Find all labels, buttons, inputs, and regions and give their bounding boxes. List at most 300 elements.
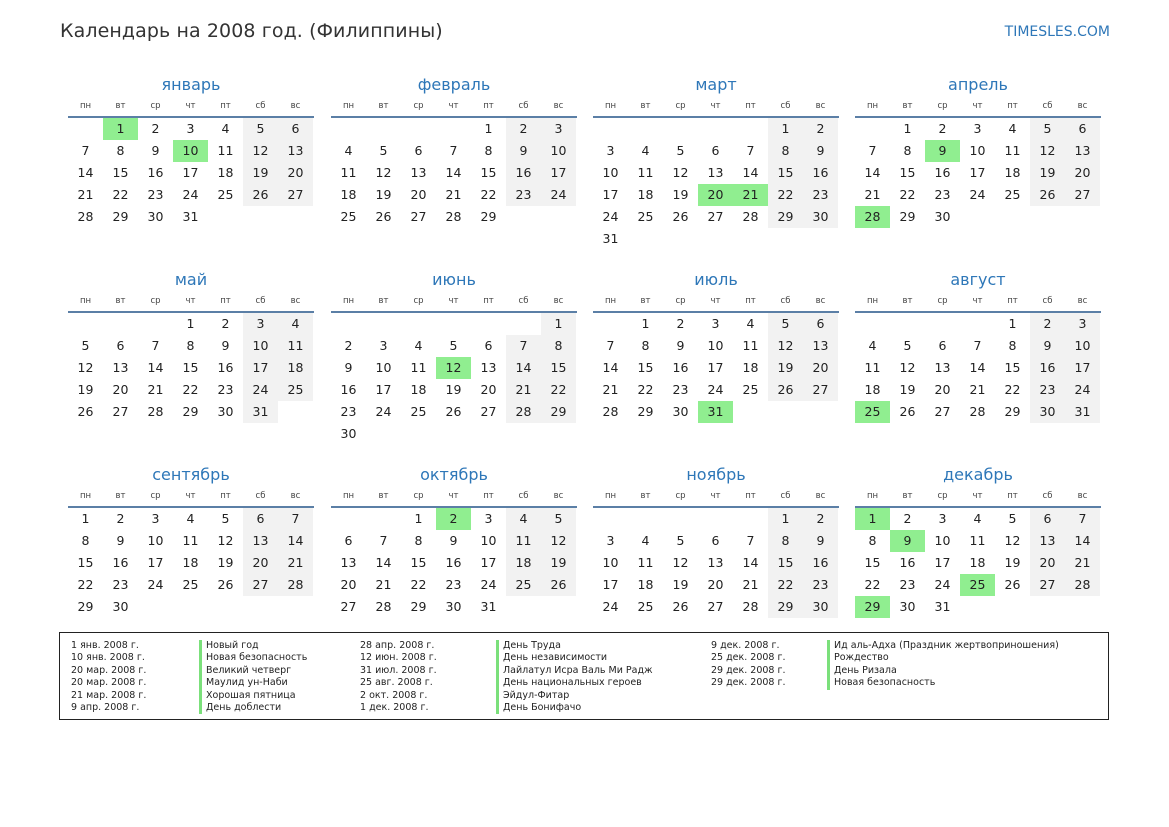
weekday-label: пт: [1007, 101, 1018, 111]
day-cell: 5: [81, 338, 90, 353]
day-cell: 1: [186, 316, 195, 331]
day-cell: 25: [278, 379, 313, 401]
day-cell: 14: [506, 357, 541, 379]
day-cell: 10: [480, 533, 497, 548]
empty-cell: [68, 118, 103, 140]
day-cell: 30: [112, 599, 129, 614]
empty-cell: [698, 508, 733, 530]
day-cell: 14: [602, 360, 619, 375]
day-cell: 13: [480, 360, 497, 375]
day-cell: 29: [182, 404, 199, 419]
day-cell: 22: [77, 577, 94, 592]
day-cell: 26: [672, 599, 689, 614]
weekday-label: вс: [815, 296, 826, 306]
day-cell: 16: [340, 382, 357, 397]
weekday-label: чт: [972, 491, 983, 501]
day-cell: 6: [414, 143, 423, 158]
day-cell: 27: [934, 404, 951, 419]
day-cell: 11: [182, 533, 199, 548]
day-cell: 13: [410, 165, 427, 180]
day-cell: 19: [445, 382, 462, 397]
day-cell: 21: [77, 187, 94, 202]
day-cell: 2: [221, 316, 230, 331]
day-cell: 12: [77, 360, 94, 375]
day-cell: 4: [746, 316, 755, 331]
day-cell: 16: [899, 555, 916, 570]
month-name: август: [950, 270, 1006, 289]
day-cell: 4: [641, 143, 650, 158]
day-cell: 25: [1004, 187, 1021, 202]
month-calendar: [855, 464, 1101, 618]
weekday-label: пн: [342, 296, 355, 306]
weekday-header: [593, 96, 839, 118]
day-cell: 8: [81, 533, 90, 548]
day-cell: 30: [672, 404, 689, 419]
weekday-label: чт: [972, 101, 983, 111]
empty-cell: [138, 313, 173, 335]
empty-cell: [628, 118, 663, 140]
holiday-legend: [59, 632, 1109, 720]
day-cell: 18: [864, 382, 881, 397]
day-cell: 15: [1004, 360, 1021, 375]
day-cell: 4: [641, 533, 650, 548]
day-cell: 9: [221, 338, 230, 353]
day-cell: 14: [445, 165, 462, 180]
day-cell: 27: [1065, 184, 1100, 206]
holiday-day-cell: 12: [436, 357, 471, 379]
holiday-day-cell: 1: [855, 508, 890, 530]
day-cell: 23: [1030, 379, 1065, 401]
day-cell: 2: [116, 511, 125, 526]
weekday-header: [331, 96, 577, 118]
day-cell: 30: [147, 209, 164, 224]
legend-date: 2 окт. 2008 г.: [360, 689, 428, 701]
weekday-label: ср: [413, 101, 424, 111]
day-cell: 14: [278, 530, 313, 552]
weekday-label: ср: [937, 296, 948, 306]
empty-cell: [436, 313, 471, 335]
day-cell: 2: [1030, 313, 1065, 335]
day-cell: 24: [182, 187, 199, 202]
weekday-label: чт: [448, 491, 459, 501]
day-cell: 9: [803, 140, 838, 162]
day-cell: 31: [480, 599, 497, 614]
day-cell: 5: [243, 118, 278, 140]
day-cell: 4: [278, 313, 313, 335]
holiday-day-cell: 29: [855, 596, 890, 618]
legend-holiday-name: День независимости: [496, 652, 607, 664]
day-cell: 13: [707, 165, 724, 180]
day-cell: 29: [77, 599, 94, 614]
empty-cell: [925, 313, 960, 335]
weekday-label: пт: [1007, 491, 1018, 501]
empty-cell: [733, 118, 768, 140]
day-cell: 18: [969, 555, 986, 570]
day-cell: 15: [77, 555, 94, 570]
day-cell: 9: [803, 530, 838, 552]
day-cell: 6: [1030, 508, 1065, 530]
day-cell: 6: [1065, 118, 1100, 140]
day-cell: 23: [934, 187, 951, 202]
weekday-label: сб: [780, 296, 791, 306]
day-cell: 18: [182, 555, 199, 570]
legend-holiday-name: День Ризала: [827, 665, 897, 677]
day-cell: 21: [969, 382, 986, 397]
weekday-label: ср: [413, 296, 424, 306]
day-cell: 26: [77, 404, 94, 419]
day-cell: 11: [278, 335, 313, 357]
day-cell: 26: [217, 577, 234, 592]
month-calendar: [331, 269, 577, 445]
site-link[interactable]: TIMESLES.COM: [1004, 24, 1110, 40]
day-cell: 13: [707, 555, 724, 570]
day-cell: 9: [449, 533, 458, 548]
weekday-label: пн: [604, 101, 617, 111]
empty-cell: [331, 313, 366, 335]
weekday-label: вт: [115, 491, 126, 501]
day-cell: 20: [1030, 552, 1065, 574]
month-calendar: [68, 464, 314, 618]
empty-cell: [366, 508, 401, 530]
day-cell: 28: [602, 404, 619, 419]
day-cell: 11: [864, 360, 881, 375]
day-cell: 25: [637, 209, 654, 224]
day-cell: 30: [803, 206, 838, 228]
day-cell: 27: [707, 209, 724, 224]
weekday-label: ср: [150, 491, 161, 501]
day-cell: 22: [112, 187, 129, 202]
day-cell: 21: [742, 577, 759, 592]
day-cell: 1: [768, 118, 803, 140]
day-cell: 25: [742, 382, 759, 397]
legend-holiday-name: День Труда: [496, 640, 561, 652]
day-cell: 24: [1065, 379, 1100, 401]
day-cell: 9: [344, 360, 353, 375]
weekday-label: чт: [448, 101, 459, 111]
day-cell: 10: [934, 533, 951, 548]
day-cell: 22: [541, 379, 576, 401]
legend-holiday-name: Лайлатул Исра Валь Ми Радж: [496, 665, 653, 677]
day-cell: 8: [116, 143, 125, 158]
day-cell: 10: [602, 555, 619, 570]
day-cell: 12: [1004, 533, 1021, 548]
day-cell: 16: [217, 360, 234, 375]
day-cell: 8: [641, 338, 650, 353]
weekday-label: сб: [1042, 491, 1053, 501]
empty-cell: [401, 118, 436, 140]
weekday-label: пт: [483, 296, 494, 306]
day-cell: 14: [375, 555, 392, 570]
day-cell: 19: [541, 552, 576, 574]
day-cell: 3: [711, 316, 720, 331]
day-cell: 3: [606, 143, 615, 158]
weekday-label: вс: [553, 101, 564, 111]
weekday-label: пн: [866, 101, 879, 111]
day-cell: 20: [1065, 162, 1100, 184]
weekday-label: ср: [675, 491, 686, 501]
month-calendar: [593, 464, 839, 618]
day-cell: 27: [243, 574, 278, 596]
month-name: январь: [161, 75, 221, 94]
holiday-day-cell: 1: [103, 118, 138, 140]
day-cell: 11: [637, 165, 654, 180]
weekday-label: чт: [185, 101, 196, 111]
day-cell: 24: [934, 577, 951, 592]
weekday-label: сб: [780, 491, 791, 501]
holiday-day-cell: 21: [733, 184, 768, 206]
weekday-label: сб: [518, 296, 529, 306]
weekday-label: чт: [185, 491, 196, 501]
weekday-header: [68, 291, 314, 313]
month-calendar: [855, 74, 1101, 228]
weekday-label: ср: [675, 101, 686, 111]
legend-holiday-name: Эйдул-Фитар: [496, 690, 569, 702]
day-cell: 14: [864, 165, 881, 180]
day-cell: 16: [445, 555, 462, 570]
day-cell: 20: [278, 162, 313, 184]
day-grid: [593, 118, 838, 250]
day-cell: 11: [217, 143, 234, 158]
day-cell: 27: [340, 599, 357, 614]
day-cell: 3: [484, 511, 493, 526]
holiday-day-cell: 25: [960, 574, 995, 596]
weekday-label: вс: [290, 491, 301, 501]
day-cell: 9: [676, 338, 685, 353]
day-cell: 14: [742, 555, 759, 570]
day-cell: 28: [375, 599, 392, 614]
day-cell: 12: [1030, 140, 1065, 162]
day-cell: 25: [506, 574, 541, 596]
holiday-day-cell: 20: [698, 184, 733, 206]
empty-cell: [436, 118, 471, 140]
month-name: октябрь: [420, 465, 488, 484]
day-cell: 25: [410, 404, 427, 419]
holiday-day-cell: 31: [698, 401, 733, 423]
day-cell: 1: [1008, 316, 1017, 331]
day-cell: 13: [112, 360, 129, 375]
legend-date: 29 дек. 2008 г.: [711, 664, 786, 676]
day-cell: 16: [803, 552, 838, 574]
day-cell: 2: [344, 338, 353, 353]
empty-cell: [68, 313, 103, 335]
legend-date: 31 июл. 2008 г.: [360, 664, 437, 676]
empty-cell: [663, 508, 698, 530]
day-cell: 15: [768, 162, 803, 184]
month-calendar: [68, 74, 314, 228]
legend-holiday-name: Маулид ун-Наби: [199, 677, 288, 689]
day-cell: 12: [375, 165, 392, 180]
day-cell: 1: [768, 508, 803, 530]
day-cell: 29: [637, 404, 654, 419]
day-cell: 23: [445, 577, 462, 592]
day-cell: 11: [637, 555, 654, 570]
legend-date: 12 июн. 2008 г.: [360, 652, 437, 664]
legend-holiday-name: Хорошая пятница: [199, 690, 296, 702]
day-cell: 21: [147, 382, 164, 397]
day-cell: 7: [506, 335, 541, 357]
day-cell: 20: [707, 577, 724, 592]
day-cell: 29: [768, 206, 803, 228]
day-cell: 5: [379, 143, 388, 158]
day-cell: 21: [506, 379, 541, 401]
day-cell: 26: [243, 184, 278, 206]
day-cell: 28: [445, 209, 462, 224]
weekday-label: вт: [115, 101, 126, 111]
day-cell: 27: [707, 599, 724, 614]
legend-date: 29 дек. 2008 г.: [711, 677, 786, 689]
day-cell: 21: [445, 187, 462, 202]
day-cell: 19: [672, 187, 689, 202]
day-cell: 27: [410, 209, 427, 224]
weekday-label: чт: [710, 491, 721, 501]
day-cell: 31: [243, 401, 278, 423]
day-cell: 23: [506, 184, 541, 206]
day-cell: 2: [938, 121, 947, 136]
day-cell: 3: [1065, 313, 1100, 335]
legend-date: 10 янв. 2008 г.: [71, 652, 145, 664]
day-cell: 7: [868, 143, 877, 158]
day-cell: 17: [934, 555, 951, 570]
day-cell: 3: [541, 118, 576, 140]
day-grid: [855, 508, 1100, 618]
day-cell: 27: [278, 184, 313, 206]
day-cell: 9: [1030, 335, 1065, 357]
empty-cell: [960, 313, 995, 335]
weekday-header: [593, 291, 839, 313]
day-cell: 19: [243, 162, 278, 184]
day-cell: 29: [541, 401, 576, 423]
month-name: март: [695, 75, 737, 94]
day-cell: 9: [116, 533, 125, 548]
day-cell: 29: [1004, 404, 1021, 419]
day-cell: 20: [934, 382, 951, 397]
legend-holiday-name: Новая безопасность: [199, 652, 307, 664]
day-cell: 30: [340, 426, 357, 441]
legend-holiday-name: День доблести: [199, 702, 281, 714]
day-cell: 11: [1004, 143, 1021, 158]
day-cell: 14: [742, 165, 759, 180]
day-cell: 5: [449, 338, 458, 353]
weekday-label: ср: [937, 491, 948, 501]
empty-cell: [890, 313, 925, 335]
day-cell: 23: [147, 187, 164, 202]
day-cell: 28: [278, 574, 313, 596]
day-grid: [593, 313, 838, 423]
day-cell: 7: [151, 338, 160, 353]
day-cell: 10: [707, 338, 724, 353]
empty-cell: [855, 118, 890, 140]
day-cell: 27: [480, 404, 497, 419]
day-cell: 22: [480, 187, 497, 202]
day-cell: 8: [484, 143, 493, 158]
month-name: сентябрь: [152, 465, 230, 484]
day-cell: 24: [707, 382, 724, 397]
empty-cell: [401, 313, 436, 335]
weekday-header: [855, 486, 1101, 508]
day-cell: 20: [480, 382, 497, 397]
month-calendar: [331, 74, 577, 228]
day-cell: 30: [1030, 401, 1065, 423]
weekday-label: вт: [640, 491, 651, 501]
day-cell: 26: [1030, 184, 1065, 206]
day-cell: 13: [803, 335, 838, 357]
weekday-label: вс: [553, 491, 564, 501]
day-cell: 26: [541, 574, 576, 596]
legend-date: 25 дек. 2008 г.: [711, 652, 786, 664]
holiday-day-cell: 25: [855, 401, 890, 423]
weekday-label: чт: [710, 101, 721, 111]
day-cell: 17: [602, 577, 619, 592]
day-cell: 15: [410, 555, 427, 570]
day-cell: 19: [1004, 555, 1021, 570]
day-cell: 15: [637, 360, 654, 375]
day-grid: [855, 313, 1100, 423]
day-cell: 11: [340, 165, 357, 180]
day-cell: 24: [375, 404, 392, 419]
day-cell: 18: [742, 360, 759, 375]
weekday-label: пн: [342, 101, 355, 111]
day-cell: 5: [541, 508, 576, 530]
day-cell: 22: [768, 184, 803, 206]
weekday-label: сб: [780, 101, 791, 111]
day-cell: 10: [541, 140, 576, 162]
day-cell: 15: [864, 555, 881, 570]
day-cell: 2: [151, 121, 160, 136]
day-cell: 12: [243, 140, 278, 162]
empty-cell: [471, 313, 506, 335]
legend-date: 21 мар. 2008 г.: [71, 689, 147, 701]
day-cell: 30: [934, 209, 951, 224]
day-cell: 30: [899, 599, 916, 614]
day-cell: 26: [672, 209, 689, 224]
weekday-label: ср: [150, 101, 161, 111]
day-cell: 15: [768, 552, 803, 574]
weekday-label: пт: [483, 101, 494, 111]
weekday-label: пт: [483, 491, 494, 501]
day-cell: 25: [217, 187, 234, 202]
day-cell: 29: [768, 596, 803, 618]
weekday-label: вт: [902, 101, 913, 111]
weekday-label: сб: [1042, 101, 1053, 111]
day-cell: 21: [1065, 552, 1100, 574]
day-cell: 13: [1065, 140, 1100, 162]
day-cell: 20: [803, 357, 838, 379]
day-cell: 18: [506, 552, 541, 574]
legend-date: 1 дек. 2008 г.: [360, 702, 429, 713]
day-cell: 23: [803, 184, 838, 206]
legend-holiday-name: День Бонифачо: [496, 702, 581, 714]
weekday-label: пн: [866, 491, 879, 501]
empty-cell: [506, 313, 541, 335]
holiday-day-cell: 2: [436, 508, 471, 530]
weekday-label: пн: [79, 296, 92, 306]
day-cell: 8: [186, 338, 195, 353]
weekday-header: [593, 486, 839, 508]
day-cell: 17: [541, 162, 576, 184]
day-cell: 11: [506, 530, 541, 552]
day-cell: 2: [803, 118, 838, 140]
weekday-label: вс: [815, 491, 826, 501]
day-cell: 11: [410, 360, 427, 375]
day-cell: 5: [1008, 511, 1017, 526]
weekday-label: вт: [640, 101, 651, 111]
day-cell: 2: [903, 511, 912, 526]
day-cell: 23: [217, 382, 234, 397]
weekday-label: пн: [342, 491, 355, 501]
day-cell: 4: [868, 338, 877, 353]
weekday-label: пт: [745, 101, 756, 111]
day-cell: 19: [672, 577, 689, 592]
